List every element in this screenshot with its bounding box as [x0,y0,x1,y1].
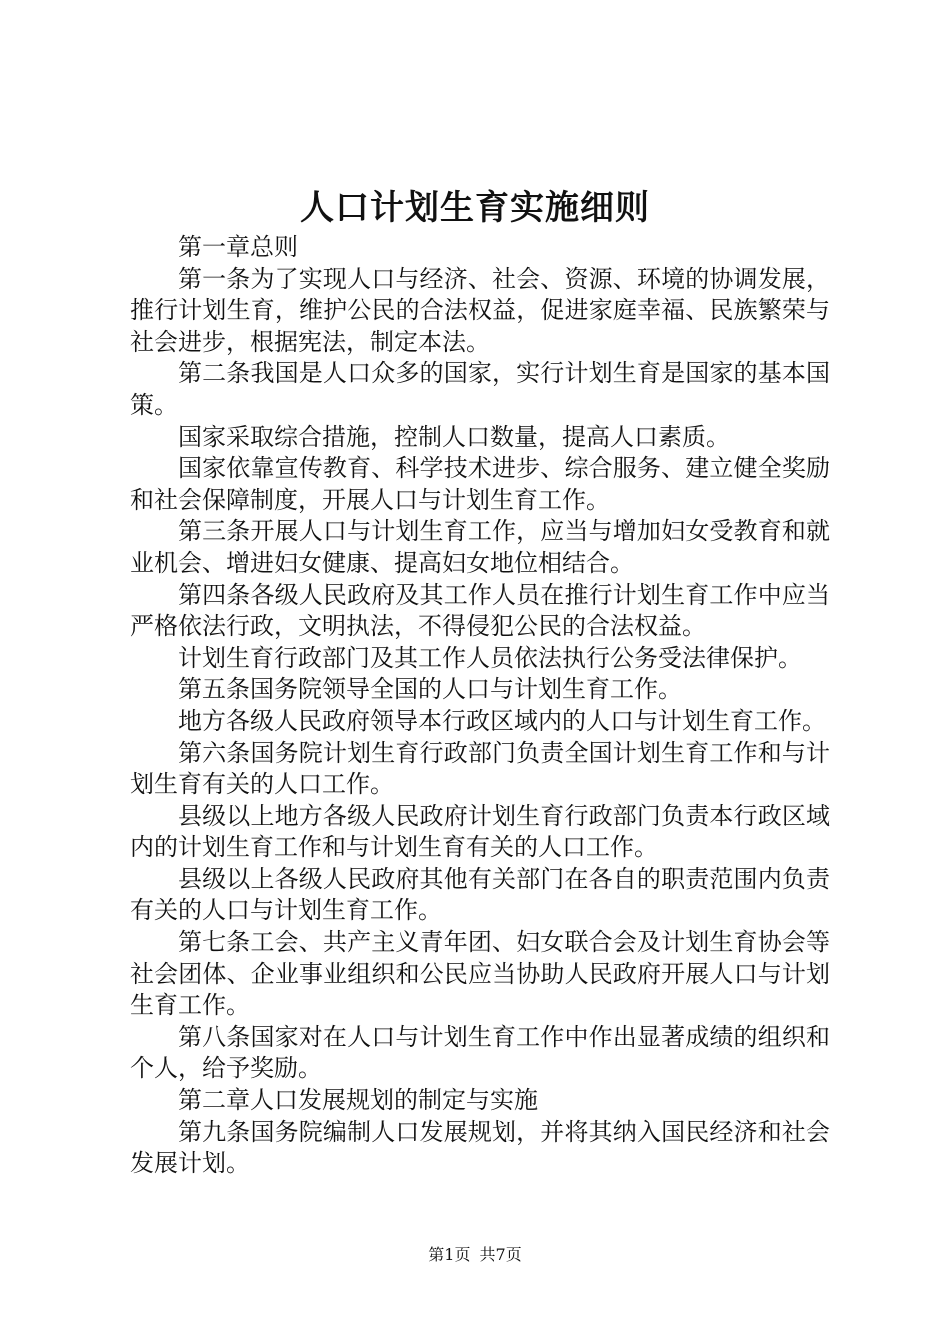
paragraph: 第三条开展人口与计划生育工作，应当与增加妇女受教育和就业机会、增进妇女健康、提高妇女地位相结合。 [130,517,830,577]
paragraph: 第九条国务院编制人口发展规划，并将其纳入国民经济和社会发展计划。 [130,1117,830,1178]
paragraph: 第八条国家对在人口与计划生育工作中作出显著成绩的组织和个人，给予奖励。 [130,1022,830,1083]
page-footer: 第1页 共7页 [428,1245,522,1264]
paragraph: 地方各级人民政府领导本行政区域内的人口与计划生育工作。 [178,706,826,735]
paragraph: 第七条工会、共产主义青年团、妇女联合会及计划生育协会等社会团体、企业事业组织和公民应当协助人民政府开展人口与计划生育工作。 [130,928,830,1020]
paragraph: 第五条国务院领导全国的人口与计划生育工作。 [178,675,682,704]
paragraph: 国家依靠宣传教育、科学技术进步、综合服务、建立健全奖励和社会保障制度，开展人口与计划生育工作。 [130,454,830,514]
paragraph: 第一条为了实现人口与经济、社会、资源、环境的协调发展，推行计划生育，维护公民的合法权益，促进家庭幸福、民族繁荣与社会进步，根据宪法，制定本法。 [130,264,830,356]
paragraph: 县级以上各级人民政府其他有关部门在各自的职责范围内负责有关的人口与计划生育工作。 [130,864,830,925]
paragraph: 第一章总则 [178,233,298,261]
paragraph: 国家采取综合措施，控制人口数量，提高人口素质。 [178,422,730,451]
paragraph: 县级以上地方各级人民政府计划生育行政部门负责本行政区域内的计划生育工作和与计划生育有关的人口工作。 [130,801,830,862]
paragraph: 计划生育行政部门及其工作人员依法执行公务受法律保护。 [178,643,802,672]
document-body [130,232,830,1180]
document-title: 人口计划生育实施细则 [300,188,650,228]
paragraph: 第六条国务院计划生育行政部门负责全国计划生育工作和与计划生育有关的人口工作。 [130,738,830,799]
paragraph: 第二条我国是人口众多的国家，实行计划生育是国家的基本国策。 [130,359,830,419]
paragraph: 第二章人口发展规划的制定与实施 [178,1086,538,1115]
paragraph: 第四条各级人民政府及其工作人员在推行计划生育工作中应当严格依法行政，文明执法，不得侵犯公民的合法权益。 [130,580,830,641]
